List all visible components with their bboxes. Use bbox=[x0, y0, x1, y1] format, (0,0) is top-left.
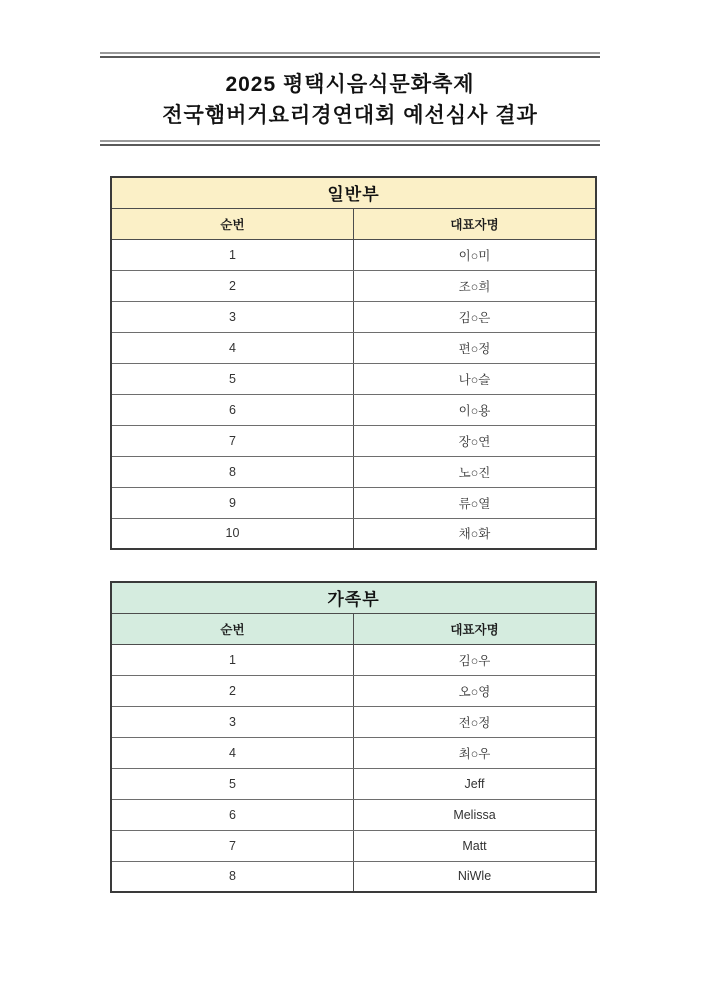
table-title-general: 일반부 bbox=[111, 177, 596, 208]
representative-name: 채○화 bbox=[354, 518, 597, 549]
table-row bbox=[111, 363, 596, 394]
table-row bbox=[111, 518, 596, 549]
table-row bbox=[111, 706, 596, 737]
row-number: 6 bbox=[111, 799, 354, 830]
representative-name: 류○열 bbox=[354, 487, 597, 518]
table-row bbox=[111, 332, 596, 363]
representative-name: 김○은 bbox=[354, 301, 597, 332]
representative-name: 장○연 bbox=[354, 425, 597, 456]
table-row bbox=[111, 425, 596, 456]
title-block bbox=[100, 52, 600, 146]
representative-name: 최○우 bbox=[354, 737, 597, 768]
table-row bbox=[111, 799, 596, 830]
table-title-family: 가족부 bbox=[111, 582, 596, 613]
table-row bbox=[111, 301, 596, 332]
representative-name: 이○미 bbox=[354, 239, 597, 270]
representative-name: 이○용 bbox=[354, 394, 597, 425]
representative-name: 김○우 bbox=[354, 644, 597, 675]
column-header-number: 순번 bbox=[111, 208, 354, 239]
column-header-name: 대표자명 bbox=[354, 208, 597, 239]
row-number: 2 bbox=[111, 675, 354, 706]
document-title-line1: 2025 평택시음식문화축제 bbox=[225, 73, 475, 96]
row-number: 8 bbox=[111, 456, 354, 487]
table-title-row bbox=[111, 582, 596, 613]
row-number: 3 bbox=[111, 706, 354, 737]
row-number: 4 bbox=[111, 737, 354, 768]
row-number: 7 bbox=[111, 425, 354, 456]
representative-name: Melissa bbox=[354, 799, 597, 830]
family-division-table bbox=[110, 581, 597, 893]
table-row bbox=[111, 270, 596, 301]
column-header-row bbox=[111, 208, 596, 239]
row-number: 1 bbox=[111, 644, 354, 675]
row-number: 9 bbox=[111, 487, 354, 518]
document-title bbox=[100, 58, 600, 140]
table-row bbox=[111, 487, 596, 518]
row-number: 5 bbox=[111, 363, 354, 394]
representative-name: 조○희 bbox=[354, 270, 597, 301]
row-number: 3 bbox=[111, 301, 354, 332]
representative-name: NiWle bbox=[354, 861, 597, 892]
table-row bbox=[111, 456, 596, 487]
row-number: 4 bbox=[111, 332, 354, 363]
representative-name: 오○영 bbox=[354, 675, 597, 706]
column-header-name: 대표자명 bbox=[354, 613, 597, 644]
table-title-row bbox=[111, 177, 596, 208]
general-division-table bbox=[110, 176, 597, 550]
representative-name: Matt bbox=[354, 830, 597, 861]
title-bottom-rule bbox=[100, 140, 600, 146]
table-row bbox=[111, 675, 596, 706]
row-number: 2 bbox=[111, 270, 354, 301]
representative-name: 나○슬 bbox=[354, 363, 597, 394]
representative-name: 편○정 bbox=[354, 332, 597, 363]
column-header-row bbox=[111, 613, 596, 644]
table-row bbox=[111, 768, 596, 799]
table-row bbox=[111, 830, 596, 861]
table-row bbox=[111, 394, 596, 425]
table-row bbox=[111, 737, 596, 768]
representative-name: 노○진 bbox=[354, 456, 597, 487]
row-number: 5 bbox=[111, 768, 354, 799]
row-number: 7 bbox=[111, 830, 354, 861]
column-header-number: 순번 bbox=[111, 613, 354, 644]
representative-name: 전○정 bbox=[354, 706, 597, 737]
table-row bbox=[111, 644, 596, 675]
table-row bbox=[111, 239, 596, 270]
row-number: 8 bbox=[111, 861, 354, 892]
row-number: 1 bbox=[111, 239, 354, 270]
table-row bbox=[111, 861, 596, 892]
row-number: 6 bbox=[111, 394, 354, 425]
row-number: 10 bbox=[111, 518, 354, 549]
representative-name: Jeff bbox=[354, 768, 597, 799]
document-title-line2: 전국햄버거요리경연대회 예선심사 결과 bbox=[162, 104, 538, 127]
